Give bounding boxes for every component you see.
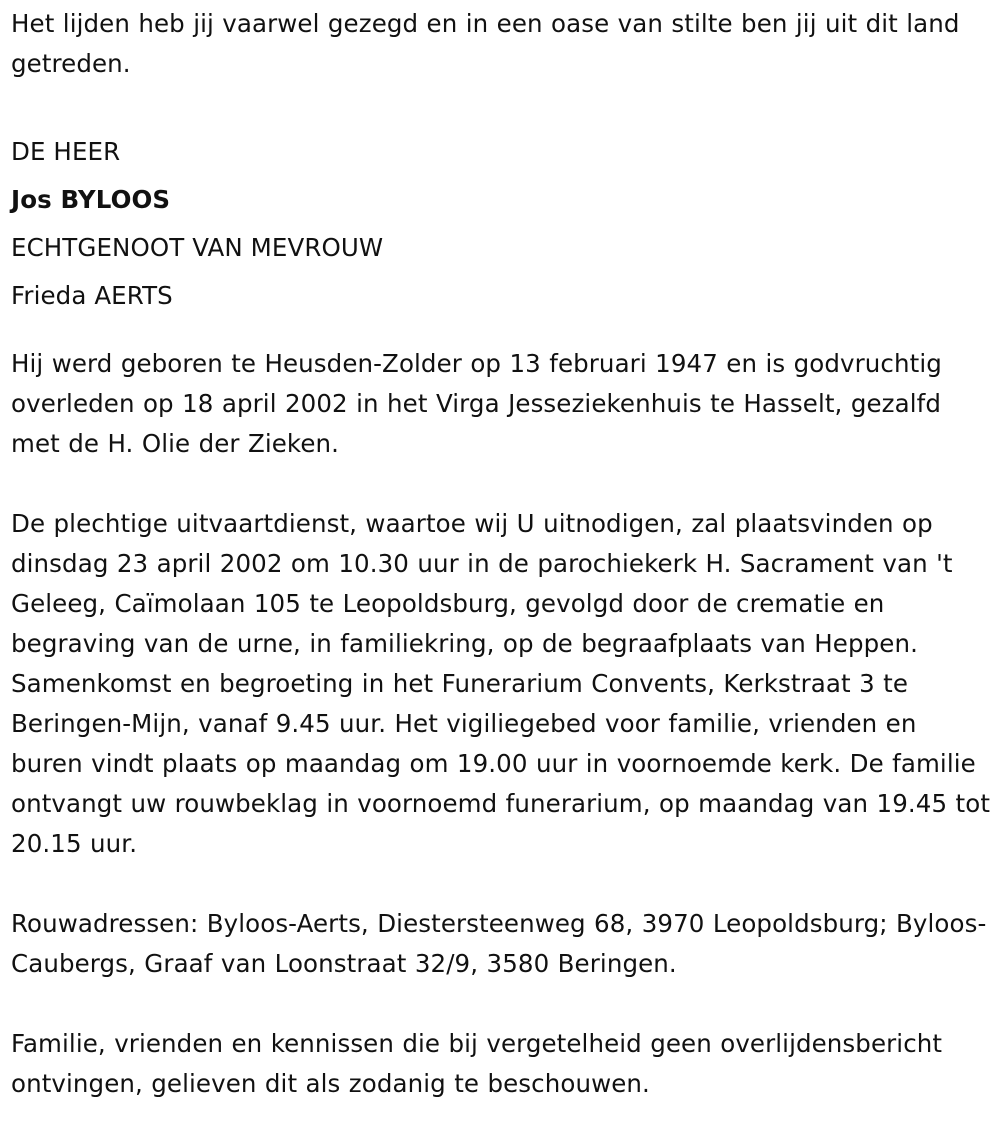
spouse-name: Frieda AERTS bbox=[11, 281, 173, 310]
honorific-title: DE HEER bbox=[11, 137, 121, 166]
obituary-document bbox=[11, 4, 991, 1104]
spacer bbox=[11, 984, 991, 1024]
spacer bbox=[11, 84, 991, 124]
intro-paragraph: Het lijden heb jij vaarwel gezegd en in een oase van stilte ben jij uit dit land getreden. bbox=[11, 9, 960, 78]
deceased-heading bbox=[11, 128, 991, 320]
deceased-name: Jos BYLOOS bbox=[11, 185, 171, 214]
closing-paragraph: Familie, vrienden en kennissen die bij vergetelheid geen overlijdensbericht ontvingen, gelieven dit als zodanig te beschouwen. bbox=[11, 1029, 943, 1098]
addresses-paragraph: Rouwadressen: Byloos-Aerts, Diestersteenweg 68, 3970 Leopoldsburg; Byloos-Caubergs, Graaf van Loonstraat 32/9, 3580 Beringen. bbox=[11, 909, 987, 978]
spacer bbox=[11, 864, 991, 904]
birth-death-paragraph: Hij werd geboren te Heusden-Zolder op 13 februari 1947 en is godvruchtig overleden op 18 april 2002 in het Virga Jesseziekenhuis te Hasselt, gezalfd met de H. Olie der Zieken. bbox=[11, 349, 942, 458]
relation-label: ECHTGENOOT VAN MEVROUW bbox=[11, 233, 384, 262]
spacer bbox=[11, 464, 991, 504]
ceremony-paragraph: De plechtige uitvaartdienst, waartoe wij U uitnodigen, zal plaatsvinden op dinsdag 23 april 2002 om 10.30 uur in de parochiekerk H. Sacrament van 't Geleeg, Caïmolaan 105 te Leopoldsburg, gevolgd door de crematie en begraving van de urne, in familiekring, op de begraafplaats van Heppen. Samenkomst en begroeting in het Funerarium Convents, Kerkstraat 3 te Beringen-Mijn, vanaf 9.45 uur. Het vigiliegebed voor familie, vrienden en buren vindt plaats op maandag om 19.00 uur in voornoemde kerk. De familie ontvangt uw rouwbeklag in voornoemd funerarium, op maandag van 19.45 tot 20.15 uur. bbox=[11, 509, 991, 858]
